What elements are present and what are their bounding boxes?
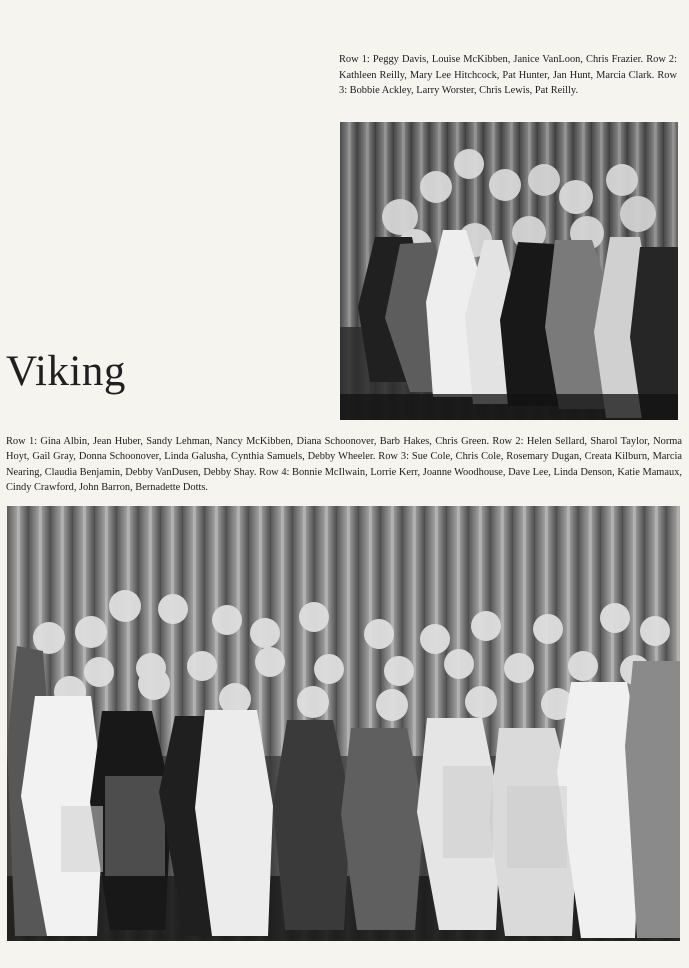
large-photo-art bbox=[7, 506, 680, 941]
small-group-photo bbox=[340, 122, 678, 420]
top-photo-caption: Row 1: Peggy Davis, Louise McKibben, Janice VanLoon, Chris Frazier. Row 2: Kathleen Reilly, Mary Lee Hitchcock, Pat Hunter, Jan Hunt, Marcia Clark. Row 3: Bobbie Ackley, Larry Worster, Chris Lewis, Pat Reilly. bbox=[339, 54, 677, 96]
small-photo-art bbox=[340, 122, 678, 420]
large-group-photo bbox=[7, 506, 680, 941]
bottom-photo-caption: Row 1: Gina Albin, Jean Huber, Sandy Lehman, Nancy McKibben, Diana Schoonover, Barb Hakes, Chris Green. Row 2: Helen Sellard, Sharol Taylor, Norma Hoyt, Gail Gray, Donna Schoonover, Linda Galusha, Cynthia Samuels, Debby Wheeler. Row 3: Sue Cole, Chris Cole, Rosemary Dugan, Creata Kilburn, Marcia Nearing, Claudia Benjamin, Debby VanDusen, Debby Shay. Row 4: Bonnie McIlwain, Lorrie Kerr, Joanne Woodhouse, Dave Lee, Linda Denson, Katie Mamaux, Cindy Crawford, John Barron, Bernadette Dotts. bbox=[6, 436, 682, 494]
page-title: Viking bbox=[6, 348, 126, 395]
